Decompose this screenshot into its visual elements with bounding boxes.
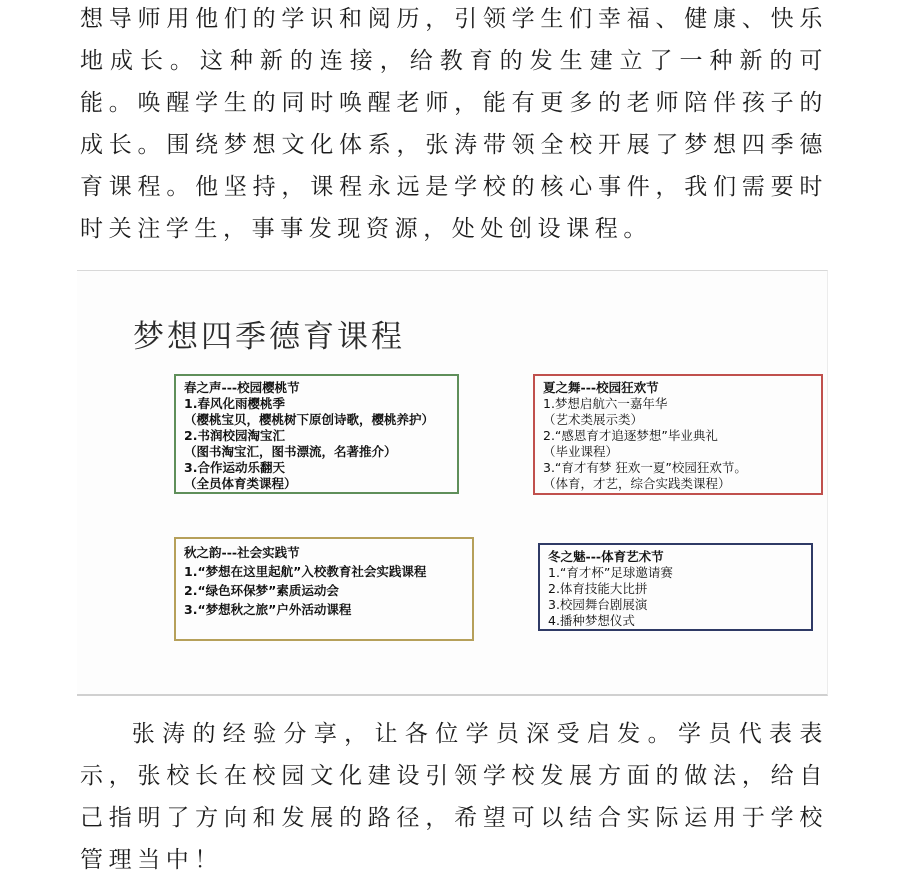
summer-line: （艺术类展示类） [543, 412, 644, 427]
winter-line: 4.播种梦想仪式 [548, 613, 635, 628]
paragraph-line: 想导师用他们的学识和阅历，引领学生们幸福、健康、快乐地成 [80, 6, 828, 74]
summer-box [533, 374, 823, 495]
paragraph-line: 张涛的经验分享，让各位学员深受启发。学员代表表示，张 [80, 721, 828, 789]
paragraph-line: 向和发展的路径，希望可以结合实际运用于学校管理当中！ [80, 805, 829, 873]
summer-line: 2.“感恩育才追逐梦想”毕业典礼 [543, 428, 718, 443]
spring-line: （图书淘宝汇，图书漂流，名著推介） [184, 444, 397, 459]
course-slide-image [77, 270, 828, 696]
winter-line: 3.校园舞台剧展演 [548, 597, 648, 612]
paragraph-line: 长。这种新的连接，给教育的发生建立了一种新的可能。唤醒学 [80, 48, 828, 116]
article-paragraph-top [80, 0, 828, 250]
paragraph-line: 程永远是学校的核心事件，我们需要时时关注学生，事事发现资 [80, 174, 828, 242]
paragraph-line: 源，处处创设课程。 [394, 216, 653, 242]
paragraph-line: 校长在校园文化建设引领学校发展方面的做法，给自己指明了方 [80, 763, 828, 831]
spring-line: 1.春风化雨樱桃季 [184, 396, 285, 411]
winter-heading: 冬之魅---体育艺术节 [548, 549, 664, 564]
spring-line: （樱桃宝贝，樱桃树下原创诗歌，樱桃养护） [184, 412, 435, 427]
autumn-box [174, 537, 474, 641]
winter-box [538, 543, 813, 631]
article-paragraph-bottom [80, 713, 828, 881]
summer-line: 1.梦想启航六一嘉年华 [543, 396, 668, 411]
winter-line: 2.体育技能大比拼 [548, 581, 648, 596]
spring-line: 3.合作运动乐翻天 [184, 460, 285, 475]
summer-heading: 夏之舞---校园狂欢节 [543, 380, 659, 395]
autumn-line: 1.“梦想在这里起航”入校教育社会实践课程 [184, 564, 427, 579]
spring-line: （全员体育类课程） [184, 476, 297, 491]
paragraph-line: 文化体系，张涛带领全校开展了梦想四季德育课程。他坚持，课 [80, 132, 828, 200]
spring-line: 2.书润校园淘宝汇 [184, 428, 285, 443]
autumn-heading: 秋之韵---社会实践节 [184, 545, 300, 560]
summer-line: （体育，才艺，综合实践类课程） [543, 476, 731, 491]
autumn-line: 2.“绿色环保梦”素质运动会 [184, 583, 339, 598]
paragraph-line: 生的同时唤醒老师，能有更多的老师陪伴孩子的成长。围绕梦想 [80, 90, 829, 158]
spring-box [174, 374, 459, 494]
summer-line: 3.“育才有梦 狂欢一夏”校园狂欢节。 [543, 460, 747, 475]
slide-title: 梦想四季德育课程 [133, 319, 405, 355]
summer-line: （毕业课程） [543, 444, 619, 459]
spring-heading: 春之声---校园樱桃节 [184, 380, 300, 395]
autumn-line: 3.“梦想秋之旅”户外活动课程 [184, 602, 352, 617]
winter-line: 1.“育才杯”足球邀请赛 [548, 565, 673, 580]
